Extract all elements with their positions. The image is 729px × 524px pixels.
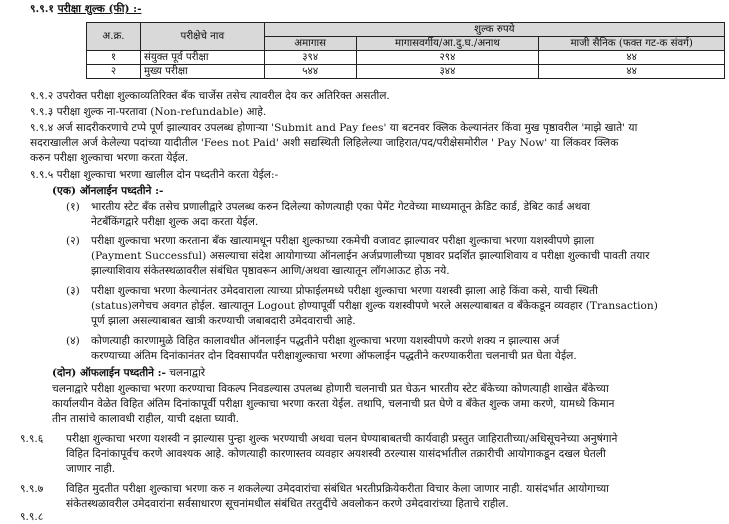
section-title: परीक्षा शुल्क (फी) :- xyxy=(57,3,142,15)
cell-fee-reserved: ३४४ xyxy=(356,65,539,79)
online-item-1-line2: नेटबँकिंगद्वारे परीक्षा शुल्क अदा करता येईल. xyxy=(91,216,259,228)
header-fee: शुल्क रुपये xyxy=(264,23,724,37)
offline-line3: तीन तासांचे कालावधी राहील, याची दक्षता घ्यावी. xyxy=(52,413,239,425)
online-item-4-line1: कोणत्याही कारणामुळे विहित कालावधीत ऑनलाईन पद्धतीने परीक्षा शुल्काचा भरणा यशस्वीपणे करणे शक्य न झाल्यास अर्ज xyxy=(91,335,560,347)
section-9-9-3 xyxy=(30,106,266,119)
online-item-1-number: (१) xyxy=(66,201,80,213)
cell-fee-ex-servicemen: ४४ xyxy=(539,65,725,79)
online-item-3-line3: पूर्ण झाला असल्याबाबत खात्री करण्याची जबाबदारी उमेदवाराची आहे. xyxy=(91,315,356,327)
fee-table xyxy=(86,22,725,79)
online-method-heading: (एक) ऑनलाईन पध्दतीने :- xyxy=(52,185,164,197)
section-9-9-2 xyxy=(30,90,390,103)
section-9-9-6-number: ९.९.६ xyxy=(20,433,44,445)
section-number: ९.९.४ xyxy=(30,122,54,134)
table-row xyxy=(87,51,725,65)
cell-sr: २ xyxy=(87,65,141,79)
section-text: उपरोक्त परीक्षा शुल्काव्यतिरिक्त बँक चार्जेस तसेच त्यावरील देय कर अतिरिक्त असतील. xyxy=(56,90,390,102)
section-9-9-6-line2: विहित दिनांकापूर्वच करणे आवश्यक आहे. कोणत्याही कारणास्तव व्यवहार अयशस्वी ठरल्यास यासंदर्भातील तक्रारीची आयोगाकडून दखल घेतली xyxy=(66,448,606,460)
section-9-9-4-line3: करुन परीक्षा शुल्काचा भरणा करता येईल. xyxy=(30,152,189,164)
section-9-9-5 xyxy=(30,169,278,182)
online-item-3-number: (३) xyxy=(66,285,80,297)
header-col-open: अमागास xyxy=(264,37,356,51)
online-item-1-line1: भारतीय स्टेट बँक तसेच प्रणालीद्वारे उपलब्ध करुन दिलेल्या कोणत्याही एका पेमेंट गेटवेच्या माध्यमातून क्रेडिट कार्ड, डेबिट कार्ड अथवा xyxy=(91,201,591,213)
section-9-9-1-heading xyxy=(30,3,141,16)
section-9-9-4-line2: सदराखालील अर्ज केलेल्या पदांच्या यादीतील 'Fees not Paid' अशी सद्यस्थिती लिहिलेल्या जाहिरात/पद/परीक्षेसमोरील ' Pay Now' या लिंकवर क्लिक xyxy=(30,137,619,149)
section-9-9-7-line1: विहित मुदतीत परीक्षा शुल्काचा भरणा करु न शकलेल्या उमेदवारांचा संबंधित भरतीप्रक्रियेकरीता विचार केला जाणार नाही. यासंदर्भात आयोगाच्या xyxy=(66,483,609,495)
online-item-2-line3: झाल्याशिवाय संकेतस्थळावरील संबंधित पृष्ठावरून आणि/अथवा खात्यातून लॉगआऊट होऊ नये. xyxy=(91,265,450,277)
online-item-2-line1: परीक्षा शुल्काचा भरणा करताना बँक खात्यामधून परीक्षा शुल्काच्या रकमेची वजावट झाल्यावर परीक्षा शुल्काचा भरणा यशस्वीपणे झाला xyxy=(91,235,595,247)
online-item-2-line2: (Payment Successful) असल्याचा संदेश आयोगाच्या ऑनलाईन अर्जप्रणालीच्या पृष्ठावर प्रदर्शित झाल्याशिवाय व परीक्षा शुल्काची पावती तयार xyxy=(91,250,650,262)
section-number: ९.९.५ xyxy=(30,169,54,181)
section-number: ९.९.२ xyxy=(30,90,54,102)
next-section-number: ९.९.८ xyxy=(20,511,44,523)
online-item-3-line2: (status)लगेचच अवगत होईल. खात्यातून Logout होण्यापूर्वी परीक्षा शुल्क यशस्वीपणे भरले असल्याबाबत व बँकेकडून व्यवहार (Transaction) xyxy=(91,300,658,312)
cell-fee-open: ३९४ xyxy=(264,51,356,65)
section-9-9-7-number: ९.९.७ xyxy=(20,483,44,495)
cell-sr: १ xyxy=(87,51,141,65)
section-9-9-6-line3: जाणार नाही. xyxy=(66,463,116,475)
table-row xyxy=(87,65,725,79)
offline-line1: चलनाद्वारे परीक्षा शुल्काचा भरणा करण्याचा विकल्प निवडल्यास उपलब्ध होणारी चलनाची प्रत घेऊन भारतीय स्टेट बँकेच्या कोणत्याही शाखेत बँकेच्या xyxy=(52,383,609,395)
section-9-9-7-line2: संकेतस्थळावरील उमेदवारांना सर्वसाधारण सूचनांमधील संबंधित तरतुदींचे अवलोकन करणे उमेदवारांच्या हिताचे राहील. xyxy=(66,498,509,510)
header-col-reserved: मागासवर्गीय/आ.दु.घ./अनाथ xyxy=(356,37,539,51)
header-col-ex-servicemen: माजी सैनिक (फक्त गट-क संवर्ग) xyxy=(539,37,725,51)
cell-exam: मुख्य परीक्षा xyxy=(140,65,264,79)
section-number: ९.९.१ xyxy=(30,3,54,15)
offline-method-heading xyxy=(52,367,205,380)
offline-line2: कार्यालयीन वेळेत विहित अंतिम दिनांकापूर्वी परीक्षा शुल्काचा भरणा करता येईल. तथापि, चलनाची प्रत घेणे व बँकेत शुल्क जमा करणे, यामध्ये किमान xyxy=(52,398,615,410)
section-text: परीक्षा शुल्क ना-परतावा (Non-refundable) आहे. xyxy=(56,106,267,118)
online-item-4-line2: करण्याच्या अंतिम दिनांकानंतर दोन दिवसापर्यंत परीक्षाशुल्काचा भरणा ऑफलाईन पद्धतीने करण्याकरीता चलनाची प्रत घेता येईल. xyxy=(91,350,577,362)
section-text: परीक्षा शुल्काचा भरणा खालील दोन पध्दतीने करता येईल:- xyxy=(56,169,279,181)
cell-fee-ex-servicemen: ४४ xyxy=(539,51,725,65)
cell-fee-open: ५४४ xyxy=(264,65,356,79)
section-text: अर्ज सादरीकरणाचे टप्पे पूर्ण झाल्यावर उपलब्ध होणाऱ्या 'Submit and Pay fees' या बटनवर क्लिक केल्यानंतर किंवा मुख पृष्ठावरील 'माझे खाते' या xyxy=(56,122,638,134)
online-item-3-line1: परीक्षा शुल्काचा भरणा केल्यानंतर उमेदवाराला त्याच्या प्रोफाईलमध्ये परीक्षा शुल्काचा भरणा यशस्वी झाला आहे किंवा कसे, याची स्थिती xyxy=(91,285,598,297)
header-exam-name: परीक्षेचे नाव xyxy=(140,23,264,51)
online-item-4-number: (४) xyxy=(66,335,80,347)
offline-method-mode: चलनाद्वारे xyxy=(165,367,206,379)
section-9-9-4-line1 xyxy=(30,122,637,135)
table-header-row xyxy=(87,23,725,37)
cell-exam: संयुक्त पूर्व परीक्षा xyxy=(140,51,264,65)
offline-method-title: (दोन) ऑफलाईन पध्दतीने :- xyxy=(52,367,166,379)
section-9-9-6-line1: परीक्षा शुल्काचा भरणा यशस्वी न झाल्यास पुन्हा शुल्क भरण्याची अथवा चलन घेण्याबाबतची कार्यवाही प्रस्तुत जाहिरातीच्या/अधिसूचनेच्या अनुषंगाने xyxy=(66,433,618,445)
online-item-2-number: (२) xyxy=(66,235,80,247)
header-sr: अ.क्र. xyxy=(87,23,141,51)
section-number: ९.९.३ xyxy=(30,106,54,118)
cell-fee-reserved: २९४ xyxy=(356,51,539,65)
